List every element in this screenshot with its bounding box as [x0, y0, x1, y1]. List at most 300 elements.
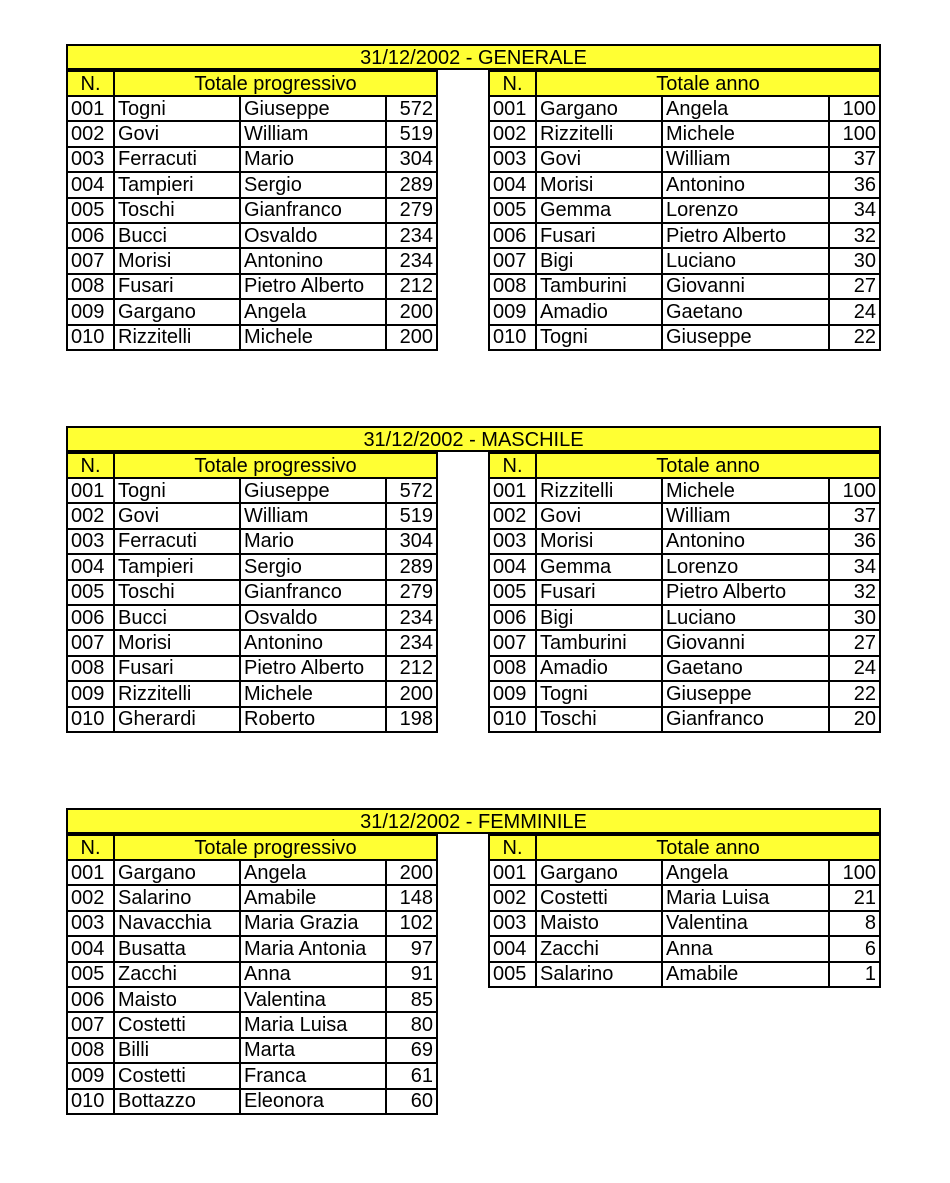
- table-row: [489, 707, 880, 732]
- rank-cell: 001: [489, 96, 536, 121]
- firstname-cell: Gianfranco: [662, 707, 829, 732]
- rank-cell: 001: [67, 96, 114, 121]
- firstname-cell: Gianfranco: [240, 198, 386, 223]
- column-header-progressivo: Totale progressivo: [114, 71, 437, 96]
- table-row: [67, 248, 437, 273]
- surname-cell: Gargano: [536, 96, 662, 121]
- surname-cell: Gemma: [536, 198, 662, 223]
- rank-cell: 010: [67, 1089, 114, 1114]
- score-cell: 21: [829, 885, 880, 910]
- table-row: [489, 554, 880, 579]
- table-row: [67, 605, 437, 630]
- score-cell: 198: [386, 707, 437, 732]
- section-title: 31/12/2002 - FEMMINILE: [66, 808, 881, 834]
- table-totale-progressivo: [66, 834, 438, 1115]
- table-row: [67, 147, 437, 172]
- surname-cell: Maisto: [114, 987, 240, 1012]
- score-cell: 27: [829, 630, 880, 655]
- score-cell: 234: [386, 248, 437, 273]
- rank-cell: 007: [67, 248, 114, 273]
- surname-cell: Morisi: [536, 172, 662, 197]
- table-row: [67, 299, 437, 324]
- rank-cell: 001: [489, 478, 536, 503]
- rank-cell: 006: [67, 987, 114, 1012]
- firstname-cell: William: [240, 503, 386, 528]
- score-cell: 1: [829, 962, 880, 987]
- score-cell: 200: [386, 325, 437, 350]
- firstname-cell: Eleonora: [240, 1089, 386, 1114]
- score-cell: 519: [386, 121, 437, 146]
- rank-cell: 009: [67, 1063, 114, 1088]
- table-row: [489, 885, 880, 910]
- surname-cell: Bucci: [114, 605, 240, 630]
- score-cell: 22: [829, 681, 880, 706]
- rank-cell: 008: [489, 274, 536, 299]
- table-row: [489, 962, 880, 987]
- firstname-cell: Marta: [240, 1038, 386, 1063]
- score-cell: 20: [829, 707, 880, 732]
- table-row: [489, 478, 880, 503]
- firstname-cell: Gaetano: [662, 656, 829, 681]
- firstname-cell: Pietro Alberto: [662, 223, 829, 248]
- surname-cell: Tampieri: [114, 554, 240, 579]
- column-header-anno: Totale anno: [536, 453, 880, 478]
- score-cell: 8: [829, 911, 880, 936]
- firstname-cell: Maria Grazia: [240, 911, 386, 936]
- table-row: [489, 325, 880, 350]
- surname-cell: Bucci: [114, 223, 240, 248]
- score-cell: 279: [386, 580, 437, 605]
- score-cell: 24: [829, 299, 880, 324]
- surname-cell: Rizzitelli: [114, 325, 240, 350]
- score-cell: 289: [386, 172, 437, 197]
- surname-cell: Gargano: [114, 860, 240, 885]
- rank-cell: 003: [67, 911, 114, 936]
- table-row: [489, 580, 880, 605]
- table-totale-anno: [488, 834, 881, 988]
- surname-cell: Morisi: [114, 248, 240, 273]
- surname-cell: Ferracuti: [114, 529, 240, 554]
- surname-cell: Togni: [114, 96, 240, 121]
- rank-cell: 006: [489, 223, 536, 248]
- surname-cell: Gemma: [536, 554, 662, 579]
- tables-wrapper: [66, 452, 881, 792]
- rank-cell: 003: [489, 529, 536, 554]
- score-cell: 572: [386, 478, 437, 503]
- rank-cell: 002: [67, 121, 114, 146]
- firstname-cell: Giuseppe: [662, 325, 829, 350]
- surname-cell: Rizzitelli: [536, 478, 662, 503]
- surname-cell: Fusari: [536, 223, 662, 248]
- score-cell: 36: [829, 172, 880, 197]
- table-totale-anno: [488, 452, 881, 733]
- surname-cell: Rizzitelli: [536, 121, 662, 146]
- surname-cell: Billi: [114, 1038, 240, 1063]
- firstname-cell: Antonino: [240, 248, 386, 273]
- section-femminile: [66, 808, 881, 1174]
- section-title: 31/12/2002 - MASCHILE: [66, 426, 881, 452]
- rank-cell: 005: [489, 580, 536, 605]
- firstname-cell: Sergio: [240, 172, 386, 197]
- rank-cell: 004: [489, 172, 536, 197]
- firstname-cell: Gaetano: [662, 299, 829, 324]
- table-row: [67, 707, 437, 732]
- score-cell: 27: [829, 274, 880, 299]
- score-cell: 24: [829, 656, 880, 681]
- firstname-cell: Antonino: [240, 630, 386, 655]
- column-header-n: N.: [489, 453, 536, 478]
- surname-cell: Toschi: [114, 580, 240, 605]
- column-header-n: N.: [67, 71, 114, 96]
- table-row: [489, 630, 880, 655]
- table-row: [489, 121, 880, 146]
- surname-cell: Zacchi: [536, 936, 662, 961]
- score-cell: 80: [386, 1012, 437, 1037]
- table-row: [489, 529, 880, 554]
- firstname-cell: Michele: [662, 478, 829, 503]
- table-row: [489, 503, 880, 528]
- firstname-cell: Michele: [240, 681, 386, 706]
- score-cell: 30: [829, 248, 880, 273]
- column-header-n: N.: [489, 71, 536, 96]
- firstname-cell: William: [662, 503, 829, 528]
- surname-cell: Busatta: [114, 936, 240, 961]
- rank-cell: 002: [67, 885, 114, 910]
- table-row: [67, 1038, 437, 1063]
- table-row: [67, 962, 437, 987]
- rank-cell: 004: [489, 554, 536, 579]
- surname-cell: Fusari: [114, 656, 240, 681]
- table-row: [489, 172, 880, 197]
- table-row: [67, 96, 437, 121]
- firstname-cell: Michele: [662, 121, 829, 146]
- table-totale-anno: [488, 70, 881, 351]
- score-cell: 37: [829, 147, 880, 172]
- surname-cell: Gargano: [114, 299, 240, 324]
- score-cell: 32: [829, 580, 880, 605]
- rank-cell: 009: [67, 299, 114, 324]
- firstname-cell: Pietro Alberto: [240, 274, 386, 299]
- table-row: [67, 1089, 437, 1114]
- table-row: [489, 248, 880, 273]
- surname-cell: Costetti: [114, 1012, 240, 1037]
- firstname-cell: Giuseppe: [240, 96, 386, 121]
- score-cell: 91: [386, 962, 437, 987]
- column-header-n: N.: [489, 835, 536, 860]
- surname-cell: Gherardi: [114, 707, 240, 732]
- rank-cell: 004: [489, 936, 536, 961]
- surname-cell: Gargano: [536, 860, 662, 885]
- rank-cell: 010: [489, 707, 536, 732]
- rank-cell: 008: [67, 656, 114, 681]
- score-cell: 100: [829, 860, 880, 885]
- section-maschile: [66, 426, 881, 792]
- surname-cell: Tamburini: [536, 274, 662, 299]
- table-row: [67, 554, 437, 579]
- firstname-cell: Michele: [240, 325, 386, 350]
- rank-cell: 010: [489, 325, 536, 350]
- table-row: [67, 172, 437, 197]
- table-row: [67, 503, 437, 528]
- rank-cell: 007: [489, 630, 536, 655]
- surname-cell: Togni: [536, 325, 662, 350]
- surname-cell: Costetti: [536, 885, 662, 910]
- table-row: [67, 223, 437, 248]
- table-row: [489, 147, 880, 172]
- table-row: [67, 656, 437, 681]
- table-row: [67, 478, 437, 503]
- table-row: [67, 630, 437, 655]
- firstname-cell: Antonino: [662, 529, 829, 554]
- score-cell: 289: [386, 554, 437, 579]
- table-totale-progressivo: [66, 70, 438, 351]
- table-row: [489, 656, 880, 681]
- surname-cell: Bottazzo: [114, 1089, 240, 1114]
- score-cell: 100: [829, 96, 880, 121]
- score-cell: 200: [386, 681, 437, 706]
- rank-cell: 005: [67, 580, 114, 605]
- firstname-cell: Anna: [662, 936, 829, 961]
- rank-cell: 007: [67, 630, 114, 655]
- firstname-cell: Franca: [240, 1063, 386, 1088]
- surname-cell: Tamburini: [536, 630, 662, 655]
- surname-cell: Salarino: [536, 962, 662, 987]
- surname-cell: Govi: [114, 503, 240, 528]
- rank-cell: 008: [67, 274, 114, 299]
- table-row: [67, 911, 437, 936]
- firstname-cell: Mario: [240, 147, 386, 172]
- firstname-cell: Mario: [240, 529, 386, 554]
- score-cell: 304: [386, 147, 437, 172]
- table-row: [67, 860, 437, 885]
- firstname-cell: Luciano: [662, 248, 829, 273]
- rank-cell: 002: [489, 503, 536, 528]
- surname-cell: Bigi: [536, 248, 662, 273]
- firstname-cell: Maria Antonia: [240, 936, 386, 961]
- rank-cell: 009: [489, 681, 536, 706]
- tables-wrapper: [66, 70, 881, 410]
- rank-cell: 009: [489, 299, 536, 324]
- firstname-cell: Luciano: [662, 605, 829, 630]
- score-cell: 200: [386, 299, 437, 324]
- firstname-cell: Angela: [240, 299, 386, 324]
- surname-cell: Bigi: [536, 605, 662, 630]
- table-row: [67, 580, 437, 605]
- rank-cell: 004: [67, 172, 114, 197]
- surname-cell: Fusari: [114, 274, 240, 299]
- table-row: [67, 325, 437, 350]
- firstname-cell: Osvaldo: [240, 223, 386, 248]
- score-cell: 37: [829, 503, 880, 528]
- surname-cell: Amadio: [536, 299, 662, 324]
- surname-cell: Rizzitelli: [114, 681, 240, 706]
- surname-cell: Fusari: [536, 580, 662, 605]
- firstname-cell: Gianfranco: [240, 580, 386, 605]
- table-row: [489, 223, 880, 248]
- column-header-n: N.: [67, 453, 114, 478]
- table-row: [67, 936, 437, 961]
- table-row: [67, 121, 437, 146]
- score-cell: 30: [829, 605, 880, 630]
- rank-cell: 006: [67, 223, 114, 248]
- rank-cell: 003: [67, 147, 114, 172]
- table-row: [489, 96, 880, 121]
- firstname-cell: Osvaldo: [240, 605, 386, 630]
- rank-cell: 002: [67, 503, 114, 528]
- firstname-cell: Angela: [240, 860, 386, 885]
- column-header-anno: Totale anno: [536, 835, 880, 860]
- score-cell: 22: [829, 325, 880, 350]
- column-header-n: N.: [67, 835, 114, 860]
- score-cell: 97: [386, 936, 437, 961]
- score-cell: 32: [829, 223, 880, 248]
- rank-cell: 005: [67, 198, 114, 223]
- score-cell: 234: [386, 630, 437, 655]
- firstname-cell: Amabile: [662, 962, 829, 987]
- score-cell: 148: [386, 885, 437, 910]
- score-cell: 85: [386, 987, 437, 1012]
- rank-cell: 008: [67, 1038, 114, 1063]
- firstname-cell: Angela: [662, 860, 829, 885]
- rank-cell: 007: [489, 248, 536, 273]
- surname-cell: Morisi: [536, 529, 662, 554]
- table-row: [67, 1012, 437, 1037]
- table-row: [489, 860, 880, 885]
- score-cell: 36: [829, 529, 880, 554]
- rank-cell: 003: [67, 529, 114, 554]
- score-cell: 69: [386, 1038, 437, 1063]
- firstname-cell: Amabile: [240, 885, 386, 910]
- table-row: [67, 681, 437, 706]
- table-row: [67, 274, 437, 299]
- table-row: [489, 299, 880, 324]
- surname-cell: Navacchia: [114, 911, 240, 936]
- score-cell: 60: [386, 1089, 437, 1114]
- rank-cell: 005: [67, 962, 114, 987]
- rank-cell: 002: [489, 885, 536, 910]
- score-cell: 100: [829, 121, 880, 146]
- surname-cell: Toschi: [536, 707, 662, 732]
- table-row: [489, 198, 880, 223]
- score-cell: 61: [386, 1063, 437, 1088]
- surname-cell: Zacchi: [114, 962, 240, 987]
- table-row: [67, 198, 437, 223]
- score-cell: 102: [386, 911, 437, 936]
- rank-cell: 006: [67, 605, 114, 630]
- rank-cell: 008: [489, 656, 536, 681]
- score-cell: 572: [386, 96, 437, 121]
- table-row: [489, 681, 880, 706]
- surname-cell: Govi: [114, 121, 240, 146]
- firstname-cell: Maria Luisa: [662, 885, 829, 910]
- column-header-anno: Totale anno: [536, 71, 880, 96]
- firstname-cell: William: [662, 147, 829, 172]
- score-cell: 519: [386, 503, 437, 528]
- table-row: [489, 936, 880, 961]
- surname-cell: Togni: [114, 478, 240, 503]
- firstname-cell: Giovanni: [662, 630, 829, 655]
- column-header-progressivo: Totale progressivo: [114, 835, 437, 860]
- surname-cell: Govi: [536, 503, 662, 528]
- rank-cell: 002: [489, 121, 536, 146]
- score-cell: 304: [386, 529, 437, 554]
- score-cell: 6: [829, 936, 880, 961]
- surname-cell: Amadio: [536, 656, 662, 681]
- rank-cell: 003: [489, 911, 536, 936]
- rank-cell: 004: [67, 554, 114, 579]
- firstname-cell: Pietro Alberto: [662, 580, 829, 605]
- surname-cell: Maisto: [536, 911, 662, 936]
- section-generale: [66, 44, 881, 410]
- firstname-cell: Roberto: [240, 707, 386, 732]
- rank-cell: 005: [489, 962, 536, 987]
- table-row: [489, 911, 880, 936]
- rank-cell: 001: [489, 860, 536, 885]
- firstname-cell: Valentina: [240, 987, 386, 1012]
- score-cell: 100: [829, 478, 880, 503]
- score-cell: 200: [386, 860, 437, 885]
- surname-cell: Morisi: [114, 630, 240, 655]
- table-row: [489, 605, 880, 630]
- rank-cell: 006: [489, 605, 536, 630]
- surname-cell: Tampieri: [114, 172, 240, 197]
- firstname-cell: Giovanni: [662, 274, 829, 299]
- score-cell: 234: [386, 605, 437, 630]
- surname-cell: Togni: [536, 681, 662, 706]
- firstname-cell: Lorenzo: [662, 198, 829, 223]
- rank-cell: 010: [67, 325, 114, 350]
- score-cell: 279: [386, 198, 437, 223]
- rank-cell: 010: [67, 707, 114, 732]
- table-row: [489, 274, 880, 299]
- table-row: [67, 987, 437, 1012]
- firstname-cell: Giuseppe: [240, 478, 386, 503]
- surname-cell: Ferracuti: [114, 147, 240, 172]
- surname-cell: Govi: [536, 147, 662, 172]
- firstname-cell: William: [240, 121, 386, 146]
- table-totale-progressivo: [66, 452, 438, 733]
- firstname-cell: Anna: [240, 962, 386, 987]
- rank-cell: 005: [489, 198, 536, 223]
- table-row: [67, 1063, 437, 1088]
- firstname-cell: Valentina: [662, 911, 829, 936]
- rank-cell: 003: [489, 147, 536, 172]
- firstname-cell: Pietro Alberto: [240, 656, 386, 681]
- firstname-cell: Lorenzo: [662, 554, 829, 579]
- surname-cell: Salarino: [114, 885, 240, 910]
- rank-cell: 004: [67, 936, 114, 961]
- firstname-cell: Angela: [662, 96, 829, 121]
- surname-cell: Costetti: [114, 1063, 240, 1088]
- score-cell: 234: [386, 223, 437, 248]
- score-cell: 34: [829, 198, 880, 223]
- score-cell: 212: [386, 656, 437, 681]
- section-title: 31/12/2002 - GENERALE: [66, 44, 881, 70]
- score-cell: 212: [386, 274, 437, 299]
- firstname-cell: Antonino: [662, 172, 829, 197]
- firstname-cell: Sergio: [240, 554, 386, 579]
- table-row: [67, 885, 437, 910]
- table-row: [67, 529, 437, 554]
- rank-cell: 007: [67, 1012, 114, 1037]
- firstname-cell: Giuseppe: [662, 681, 829, 706]
- rank-cell: 001: [67, 860, 114, 885]
- rank-cell: 001: [67, 478, 114, 503]
- surname-cell: Toschi: [114, 198, 240, 223]
- rank-cell: 009: [67, 681, 114, 706]
- firstname-cell: Maria Luisa: [240, 1012, 386, 1037]
- score-cell: 34: [829, 554, 880, 579]
